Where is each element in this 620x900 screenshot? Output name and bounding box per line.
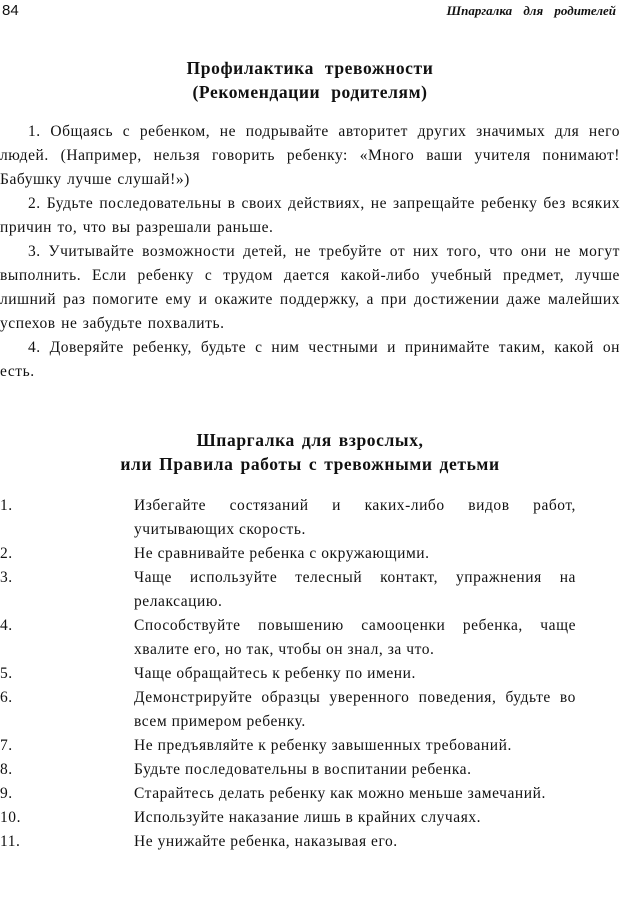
rule-text: Способствуйте повышению самооценки ребенка, чаще хвалите его, но так, чтобы он знал, за что. xyxy=(134,617,576,658)
rule-number: 1. xyxy=(0,497,13,514)
rule-item xyxy=(0,566,620,614)
rule-number: 6. xyxy=(0,689,13,706)
rule-item xyxy=(0,686,620,734)
rule-number: 4. xyxy=(0,617,13,634)
rule-text: Будьте последовательны в воспитании ребенка. xyxy=(134,761,472,778)
rule-text: Демонстрируйте образцы уверенного поведения, будьте во всем примером ребенку. xyxy=(134,689,576,730)
cheatsheet-title-line-1: Шпаргалка для взрослых, xyxy=(196,430,424,450)
cheatsheet-title xyxy=(0,428,620,476)
rule-item xyxy=(0,542,620,566)
prevention-title-line-2: (Рекомендации родителям) xyxy=(192,82,428,102)
rule-item xyxy=(0,830,620,854)
rule-text: Не сравнивайте ребенка с окружающими. xyxy=(134,545,430,562)
rule-item xyxy=(0,758,620,782)
prevention-title xyxy=(0,56,620,104)
recommendation-paragraph: 4. Доверяйте ребенку, будьте с ним честными и принимайте таким, какой он есть. xyxy=(0,339,620,380)
rule-number: 2. xyxy=(0,545,13,562)
rule-text: Используйте наказание лишь в крайних случаях. xyxy=(134,809,482,826)
rule-text: Старайтесь делать ребенку как можно меньше замечаний. xyxy=(134,785,546,802)
page-number: 84 xyxy=(2,2,19,19)
rule-number: 8. xyxy=(0,761,13,778)
rule-item xyxy=(0,494,620,542)
rule-text: Не предъявляйте к ребенку завышенных требований. xyxy=(134,737,512,754)
running-header: Шпаргалка для родителей xyxy=(446,3,616,18)
rules-list xyxy=(0,494,620,854)
recommendation-paragraph: 1. Общаясь с ребенком, не подрывайте авторитет других значимых для него людей. (Например, нельзя говорить ребенку: «Много ваши учителя понимают! Бабушку лучше слушай!») xyxy=(0,123,620,188)
rule-number: 9. xyxy=(0,785,13,802)
prevention-title-line-1: Профилактика тревожности xyxy=(186,58,434,78)
rule-item xyxy=(0,734,620,758)
rule-number: 7. xyxy=(0,737,13,754)
rule-number: 10. xyxy=(0,809,22,826)
rule-item xyxy=(0,782,620,806)
rule-text: Чаще используйте телесный контакт, упражнения на релаксацию. xyxy=(134,569,576,610)
rule-item xyxy=(0,662,620,686)
cheatsheet-title-line-2: или Правила работы с тревожными детьми xyxy=(120,454,500,474)
rule-item xyxy=(0,806,620,830)
rule-text: Чаще обращайтесь к ребенку по имени. xyxy=(134,665,416,682)
rule-number: 11. xyxy=(0,833,21,850)
recommendation-paragraph: 2. Будьте последовательны в своих действиях, не запрещайте ребенку без всяких причин то, что вы разрешали раньше. xyxy=(0,195,620,236)
rule-number: 5. xyxy=(0,665,13,682)
rule-number: 3. xyxy=(0,569,13,586)
prevention-recommendations xyxy=(0,120,620,384)
rule-text: Избегайте состязаний и каких-либо видов работ, учитывающих скорость. xyxy=(134,497,576,538)
rule-text: Не унижайте ребенка, наказывая его. xyxy=(134,833,398,850)
recommendation-paragraph: 3. Учитывайте возможности детей, не требуйте от них того, что они не могут выполнить. Если ребенку с трудом дается какой-либо учебный предмет, лучше лишний раз помогите ему и окажите поддержку, а при достижении даже малейших успехов не забудьте похвалить. xyxy=(0,243,620,332)
rule-item xyxy=(0,614,620,662)
